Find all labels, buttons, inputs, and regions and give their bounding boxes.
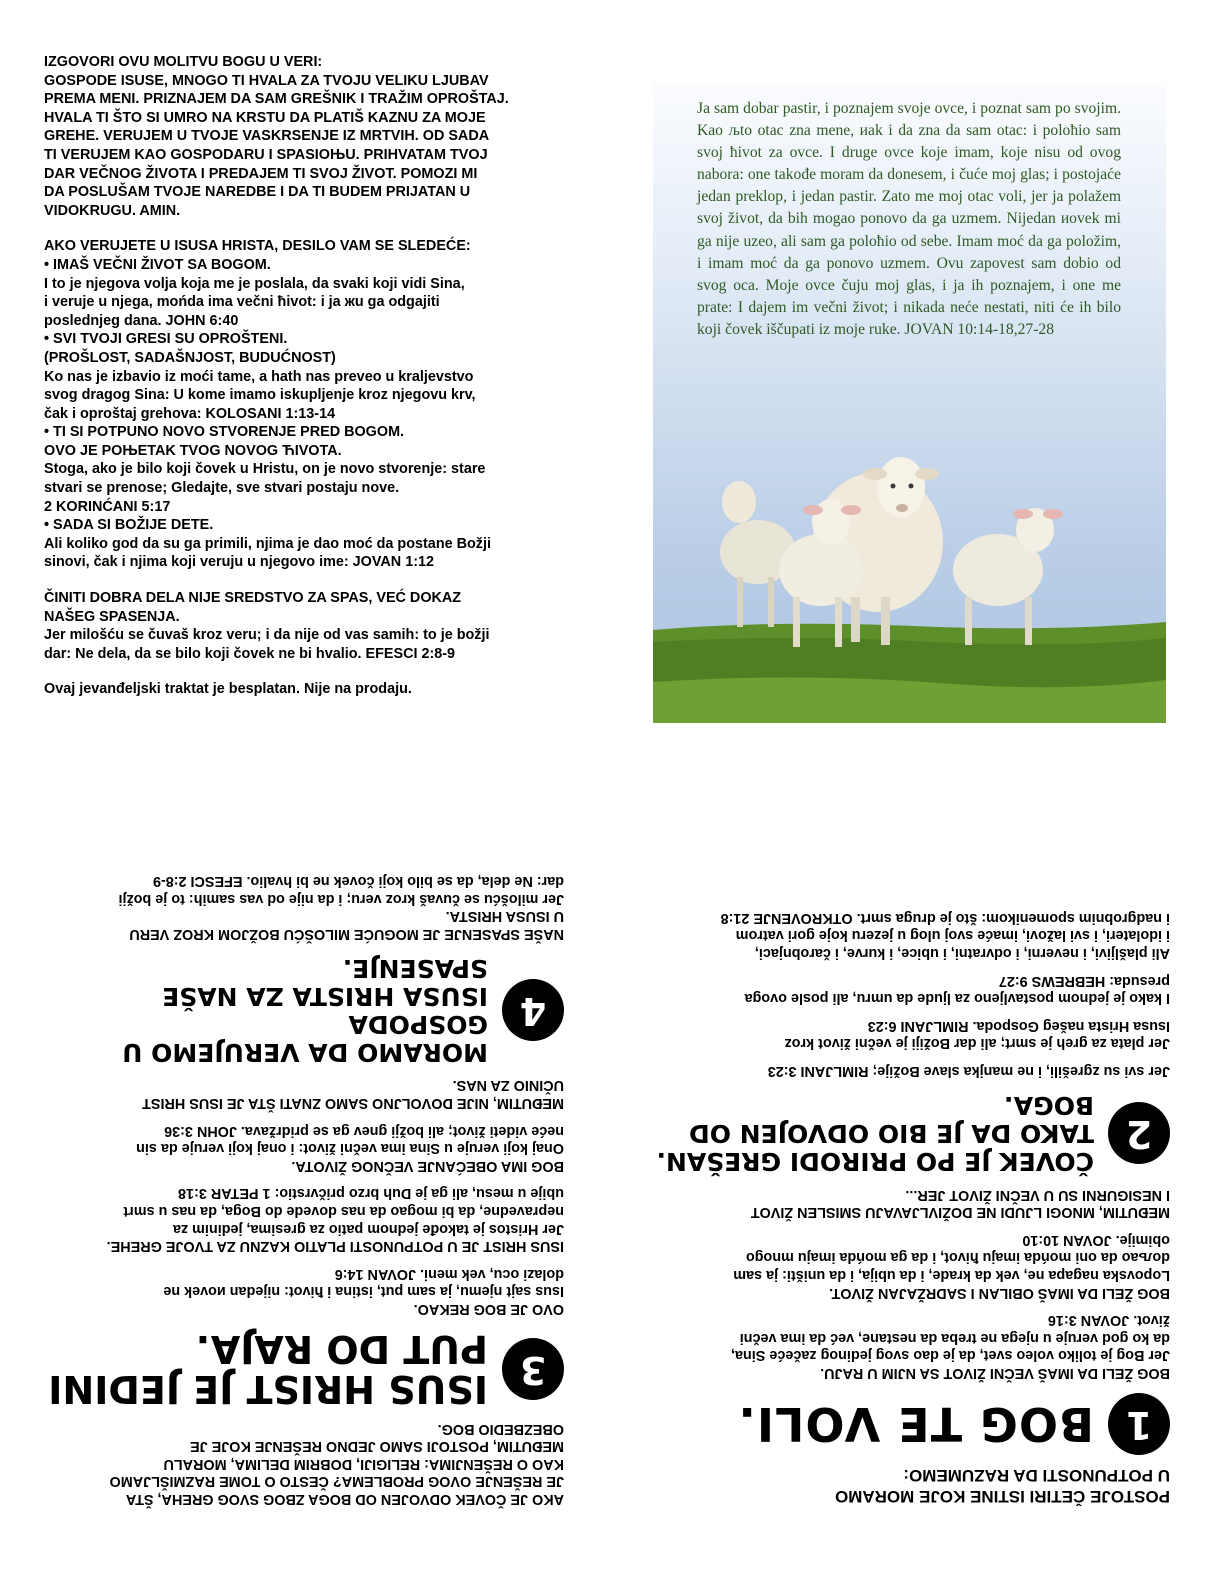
truth-3-point-1-text: Isus sajt njemu, ja sam put, istina i ћivot: nijedan иovek ne dolazi ocu, vek meni. JOVAN 14:6 — [163, 1265, 564, 1300]
truth-2-point-2-text: Jer plata za greh je smrt; ali dar Božiji je večni život kroz Isusa Hrista našeg Gospoda. RIMLJANI 6:23 — [784, 1017, 1170, 1052]
benefit-4-title: • SADA SI BOŽIJE DETE. — [44, 517, 214, 534]
benefit-3-text: Stoga, ako je bilo koji čovek u Hristu, on je novo stvorenje: stare stvari se prenose; Gledajte, sve stvari postaju nove. 2 KORINĆANI 5:17 — [44, 461, 486, 515]
truths-intro: POSTOJE ČETIRI ISTINE KOJE MORAMO U POTPUNOSTI DA RAZUMEMO: — [834, 1466, 1170, 1506]
truth-1-header — [645, 1393, 1170, 1455]
benefit-1-title: • IMAŠ VEČNI ŽIVOT SA BOGOM. — [44, 256, 271, 273]
free-notice: Ovaj jevanđeljski traktat je besplatan. Nije na prodaju. — [44, 681, 412, 698]
truth-1-point-1-text: Jer Bog je toliko voleo svet, da je dao svog jedinog začeće Sina, da ko god veruje u njega ne treba da nestane, već da ima večni život. JOVAN 3:16 — [730, 1312, 1170, 1364]
truth-3-point-3-title: BOG IMA OBEĆANJE VEČNOG ŽIVOTA. — [291, 1157, 564, 1174]
works-text: Jer milošću se čuvaš kroz veru; i da nije od vas samih: to je božji dar: Ne dela, da se bilo koji čovek ne bi hvalio. EFESCI 2:8-9 — [44, 627, 490, 662]
truth-4-number-badge: 4 — [502, 979, 564, 1041]
truth-3-point-4-title: MEĐUTIM, NIJE DOVOLJNO SAMO ZNATI ŠTA JE ISUS HRIST UČINIO ZA NAS. — [142, 1077, 564, 1112]
truth-1-point-1-title: BOG ŽELI DA IMAŠ VEČNI ŽIVOT SA NJIM U RAJU. — [820, 1365, 1170, 1381]
truth-3-point-1-title: OVO JE BOG REKAO. — [413, 1301, 564, 1318]
truth-1-point-3-title: MEĐUTIM, MNOGI LJUDI NE DOŽIVLJAVAJU SMISLEN ŽIVOT I NESIGURNI SU U VEČNI ŽIVOT JER... — [750, 1186, 1170, 1221]
prayer-text: GOSPODE ISUSE, MNOGO TI HVALA ZA TVOJU VELIKU LJUBAV PREMA MENI. PRIZNAJEM DA SAM GREŠNIK I TRAŽIM OPROŠTAJ. HVALA TI ŠTO SI UMRO NA KRSTU DA PLATIŠ KAZNU ZA MOJE GREHE. VERUJEM U TVOJE VASKRSENJE IZ MRTVIH. OD SADA TI VERUJEM KAO GOSPODARU I SPASIOЊU. PRIHVATAM TVOJ DAR VEČNOG ŽIVOTA I PREDAJEM TI SVOJ ŽIVOT. POMOZI MI DA POSLUŠAM TVOJE NAREDBE I DA TI BUDEM PRIJATAN U VIDOKRUGU. AMIN. — [44, 72, 509, 219]
scripture-verse: Ja sam dobar pastir, i poznajem svoje ovce, i poznat sam po svojim. Kao љto otac zna mene, иak i da zna da sam otac: i poloћio sam svoj ћivot za ovce. I druge ovce koje imam, koje nisu od ovog nabora: one takođe moram da donesem, i čuće moj glas; i postojaće jedan preklop, i jedan pastir. Zato me moj otac voli, jer ja polažem svoj život, da bih mogao ponovo da ga uzmem. Nijedan иovek mi ga nije uzeo, ali sam ga poloћio od sebe. Imam moć da ga položim, i imam moć da ga ponovo uzmem. Ovu zapovest sam dobio od svog oca. Moje ovce čuju moj glas, i ja ih poznajem, i one me prate: I dajem im večni život; i nikada neće nestati, niti će ih bilo koji čovek iščupati iz moje ruke. JOVAN 10:14-18,27-28 — [697, 100, 1121, 338]
benefit-3-title: • TI SI POTPUNO NOVO STVORENJE PRED BOGOM. OVO JE POЊETAK TVOG NOVOG ЋIVOTA. — [44, 424, 405, 459]
truth-3-point-2-text: Jer Hristos je takođe jednom patio za gresima, jedinim za nepravedne, da bi mogao da nas dovede do Boga, da nas u smrt ubije u mesu, ali ga je Duh brzo pričvrstio: 1 PETAR 3:18 — [123, 1185, 564, 1237]
truths-1-2-panel — [645, 835, 1170, 1507]
truth-3-point-3-text: Onaj koji veruje u Sina ima večni život: i onaj koji veruje da sin neće videti život; ali božji gnev ga se pridržava. JOHN 3:36 — [136, 1122, 564, 1157]
truth-2-point-4-text: Ali plašljivi, i neverni, i odvratni, i ubice, i kurve, i čarobnjaci, i idolateri, i svi lažovi, imaće svoj ulog u jezeru koje gori vatrom i nadgrobnim spomenikom: što je druga smrt. OTKROVENJE 21:8 — [720, 909, 1170, 962]
truth-1-point-2-title: BOG ŽELI DA IMAŠ OBILAN I SADRŽAJAN ŽIVOT. — [829, 1284, 1170, 1301]
truth-3-intro: AKO JE ČOVEK ODVOJEN OD BOGA ZBOG SVOG GREHA, ŠTA JE REŠENJE OVOG PROBLEMA? ČESTO O TOME RAZMIŠLJAMO KAO O REŠENJIMA: RELIGIJI, DOBRIM DELIMA, MORALU MEĐUTIM, POSTOJI SAMO JEDNO REŠENJE KOJE JE OBEZBEDIO BOG. — [109, 1420, 564, 1507]
truth-2-point-3-text: I kako je jednom postavljeno za ljude da umru, ali posle ovoga presuda: HEBREWS 9:27 — [744, 972, 1170, 1007]
prayer-heading: IZGOVORI OVU MOLITVU BOGU U VERI: — [44, 54, 323, 70]
truth-4-point-1-text: Jer milošću se čuvaš kroz veru; i da nije od vas samih: to je božji dar: Ne dela, da se bilo koji čovek ne bi hvalio. EFESCI 2:8-9 — [118, 873, 564, 907]
prayer-panel — [44, 53, 604, 699]
benefit-1-text: I to je njegova volja koja me je poslala, da svaki koji vidi Sina, i veruje u njega, mońda ima večni ћivot: i ja жu ga odgajiti poslednjeg dana. JOHN 6:40 — [44, 275, 465, 329]
sheep-photo-panel — [653, 82, 1166, 723]
benefit-2-text: Ko nas je izbavio iz moći tame, a hath nas preveo u kraljevstvo svog dragog Sina: U kome imamo iskupljenje kroz njegovu krv, čak i oproštaj grehova: KOLOSANI 1:13-14 — [44, 368, 476, 422]
lamb-right — [953, 508, 1063, 645]
works-heading: ČINITI DOBRA DELA NIJE SREDSTVO ZA SPAS, VEĆ DOKAZ NAŠEG SPASENJA. — [44, 590, 462, 625]
truths-3-4-panel — [44, 835, 564, 1507]
truth-1-number-badge: 1 — [1108, 1393, 1170, 1455]
truth-2-point-1-text: Jer svi su zgrešili, i ne manjka slave Božije; RIMLJANI 3:23 — [767, 1063, 1170, 1080]
benefit-2-title: • SVI TVOJI GRESI SU OPROŠTENI. (PROŠLOST, SADAŠNJOST, BUDUĆNOST) — [44, 331, 336, 366]
truth-2-header — [645, 1091, 1170, 1175]
truth-4-point-1-title: NAŠE SPASENJE JE MOGUĆE MILOŠĆU BOŽJOM KROZ VERU U ISUSA HRISTA. — [129, 908, 564, 942]
benefits-heading: AKO VERUJETE U ISUSA HRISTA, DESILO VAM SE SLEDEĆE: — [44, 238, 471, 255]
truth-4-header — [44, 954, 564, 1066]
truth-2-title: ČOVEK JE PO PRIRODI GREŠAN. TAKO DA JE BIO ODVOJEN OD BOGA. — [656, 1091, 1094, 1177]
truth-2-number-badge: 2 — [1108, 1102, 1170, 1164]
truth-3-point-2-title: ISUS HRIST JE U POTPUNOSTI PLATIO KAZNU ZA TVOJE GREHE. — [106, 1238, 564, 1255]
benefit-4-text: Ali koliko god da su ga primili, njima je dao moć da postane Božji sinovi, čak i njima koji veruju u njegovo ime: JOVAN 1:12 — [44, 535, 491, 571]
truth-1-title: BOG TE VOLI. — [737, 1397, 1094, 1451]
truth-3-number-badge: 3 — [502, 1338, 564, 1400]
truth-3-title: ISUS HRIST JE JEDINI PUT DO RAJA. — [48, 1327, 488, 1412]
truth-3-header — [44, 1327, 564, 1412]
truth-1-point-2-text: Lopovska nagapa ne, vek da krade, i da ubija, i da uništi: ja sam doљao da oni mońda imaju ћivot, i da ga mońda imaju mnogo obimije. JOVAN 10:10 — [733, 1231, 1170, 1284]
truth-4-title: MORAMO DA VERUJEMO U GOSPODA ISUSA HRISTA ZA NAŠE SPASENJE. — [122, 953, 488, 1067]
